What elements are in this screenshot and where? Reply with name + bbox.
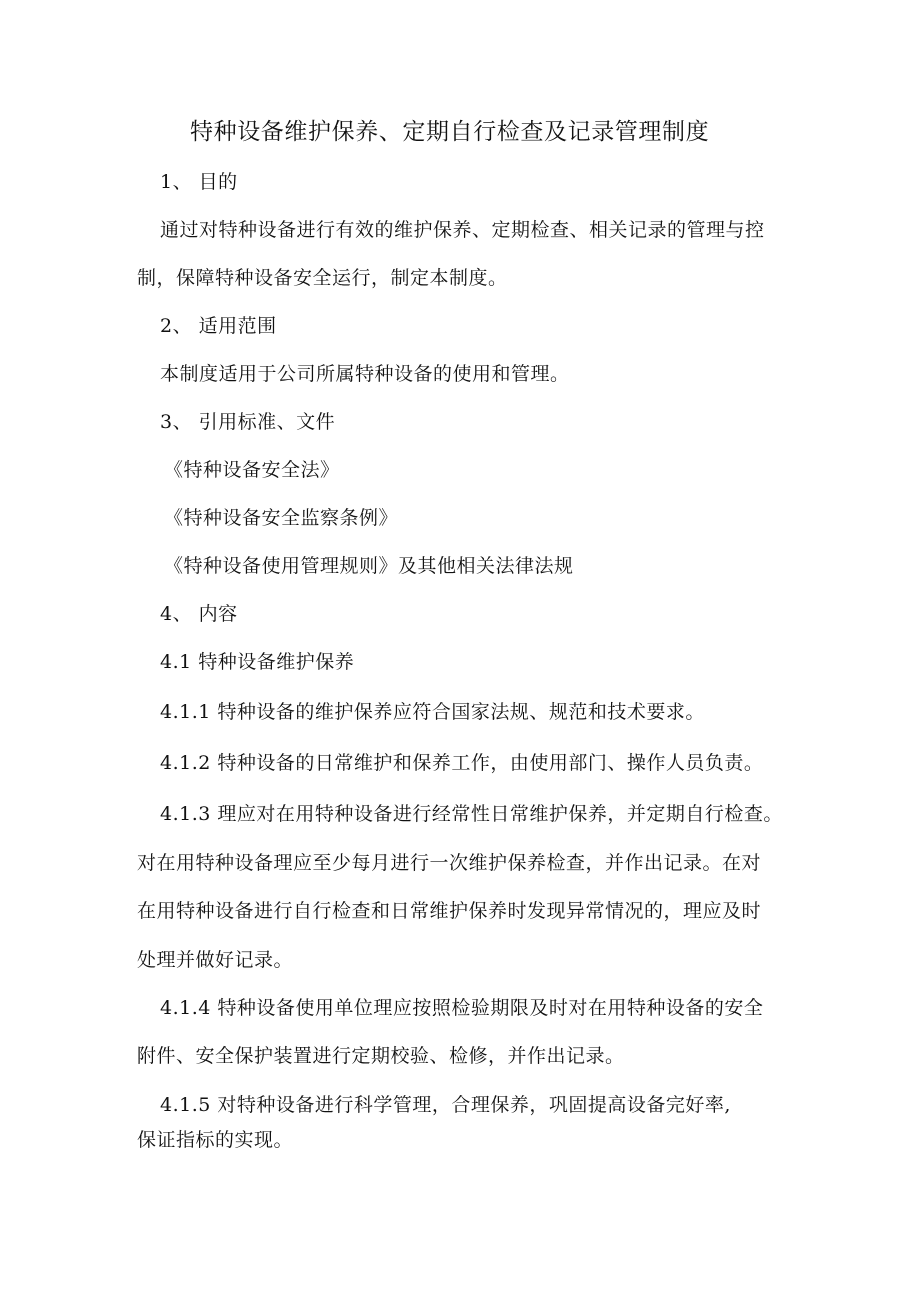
section-heading-scope: 2、 适用范围 — [160, 315, 277, 337]
clause-4-1-3-line-1: 4.1.3 理应对在用特种设备进行经常性日常维护保养，并定期自行检查。 — [160, 803, 783, 825]
clause-4-1-5-line-2: 保证指标的实现。 — [137, 1129, 294, 1151]
reference-item: 《特种设备安全监察条例》 — [164, 507, 399, 529]
clause-4-1-1: 4.1.1 特种设备的维护保养应符合国家法规、规范和技术要求。 — [160, 701, 705, 723]
clause-4-1-3-line-4: 处理并做好记录。 — [137, 949, 294, 971]
clause-4-1-4-line-2: 附件、安全保护装置进行定期校验、检修，并作出记录。 — [137, 1045, 625, 1067]
reference-item: 《特种设备使用管理规则》及其他相关法律法规 — [164, 555, 574, 577]
clause-4-1-4-line-1: 4.1.4 特种设备使用单位理应按照检验期限及时对在用特种设备的安全 — [160, 997, 764, 1019]
section-heading-purpose: 1、 目的 — [160, 171, 238, 193]
clause-4-1-3-line-2: 对在用特种设备理应至少每月进行一次维护保养检查，并作出记录。在对 — [137, 852, 762, 874]
section-heading-references: 3、 引用标准、文件 — [160, 411, 336, 433]
scope-text: 本制度适用于公司所属特种设备的使用和管理。 — [160, 363, 570, 385]
document-title: 特种设备维护保养、定期自行检查及记录管理制度 — [190, 119, 710, 145]
clause-4-1-2: 4.1.2 特种设备的日常维护和保养工作，由使用部门、操作人员负责。 — [160, 752, 764, 774]
purpose-text-line-2: 制，保障特种设备安全运行，制定本制度。 — [137, 267, 508, 289]
purpose-text-line-1: 通过对特种设备进行有效的维护保养、定期检查、相关记录的管理与控 — [160, 219, 765, 241]
clause-4-1-5-line-1: 4.1.5 对特种设备进行科学管理，合理保养，巩固提高设备完好率, — [160, 1094, 731, 1116]
clause-4-1-3-line-3: 在用特种设备进行自行检查和日常维护保养时发现异常情况的，理应及时 — [137, 900, 762, 922]
section-heading-content: 4、 内容 — [160, 603, 238, 625]
reference-item: 《特种设备安全法》 — [164, 459, 340, 481]
subsection-heading: 4.1 特种设备维护保养 — [160, 651, 355, 673]
